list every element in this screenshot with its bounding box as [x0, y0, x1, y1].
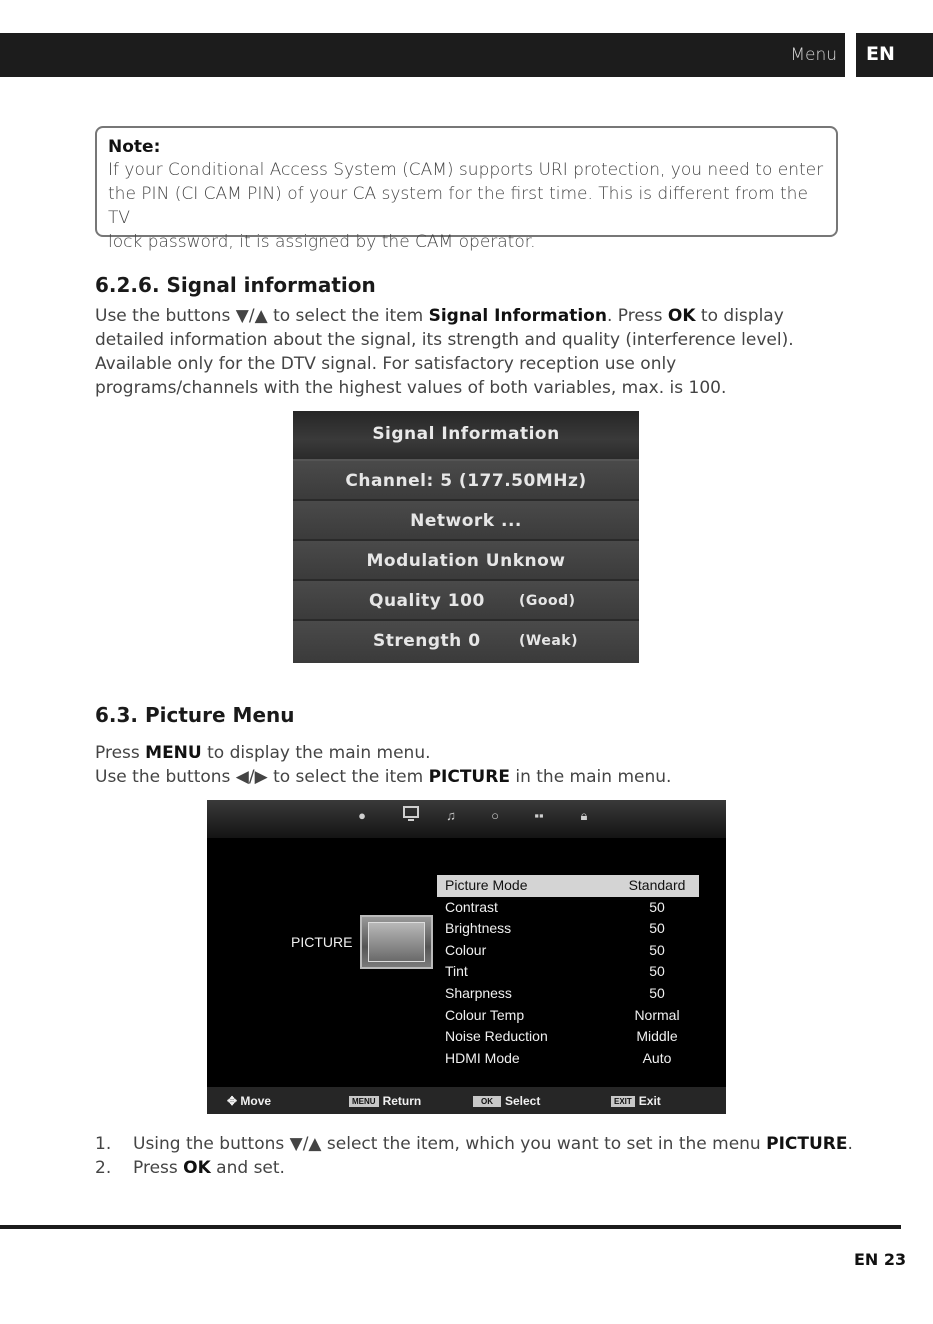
menu-item-value: Middle — [636, 1028, 678, 1045]
select-label: Select — [505, 1094, 541, 1108]
signal-strength-label: Strength 0 — [373, 631, 481, 651]
menu-item-label: Sharpness — [445, 984, 512, 1001]
music-icon: ♫ — [446, 808, 456, 823]
step-item — [95, 1156, 855, 1180]
signal-information-screenshot — [293, 411, 639, 663]
exit-key-icon: EXIT — [611, 1096, 635, 1107]
text: Press — [133, 1158, 184, 1178]
menu-item-value: Auto — [642, 1049, 672, 1066]
menu-item-label: Noise Reduction — [445, 1028, 548, 1045]
step-number: 2. — [95, 1158, 112, 1178]
menu-item-value: 50 — [649, 898, 665, 915]
menu-item-value: 50 — [649, 963, 665, 980]
picture-line-2 — [95, 765, 840, 789]
signal-paragraph — [95, 304, 840, 400]
text: in the main menu. — [509, 767, 672, 787]
tv-thumbnail-icon — [360, 915, 433, 969]
note-line: the PIN (CI CAM PIN) of your CA system for the first time. This is different from the TV — [108, 184, 808, 228]
signal-channel: Channel: 5 (177.50MHz) — [293, 461, 639, 501]
signal-quality-tag: (Good) — [519, 593, 576, 609]
picture-category-label: PICTURE — [291, 934, 353, 950]
menu-item-tint[interactable] — [437, 961, 699, 983]
exit-hint — [611, 1094, 661, 1108]
text: Press — [95, 743, 146, 763]
menu-item-hdmi-mode[interactable] — [437, 1048, 699, 1070]
menu-item-value: 50 — [649, 920, 665, 937]
menu-item-contrast[interactable] — [437, 897, 699, 919]
move-label: Move — [240, 1094, 272, 1108]
steps-list — [95, 1132, 855, 1180]
note-line: lock password, it is assigned by the CAM operator. — [108, 232, 536, 252]
menu-item-label: Tint — [445, 963, 468, 980]
text: to display the main menu. — [201, 743, 431, 763]
lock-icon: 🔒︎ — [580, 808, 588, 823]
return-label: Return — [382, 1094, 422, 1108]
header-menu-label: Menu — [790, 45, 837, 65]
exit-label: Exit — [638, 1094, 661, 1108]
bold-text: OK — [183, 1158, 211, 1178]
menu-item-brightness[interactable] — [437, 918, 699, 940]
picture-line-1 — [95, 741, 840, 765]
menu-item-label: Colour — [445, 941, 487, 958]
note-title: Note: — [108, 137, 161, 157]
menu-item-picture-mode[interactable] — [437, 875, 699, 897]
select-hint — [473, 1094, 540, 1108]
signal-modulation: Modulation Unknow — [293, 541, 639, 581]
signal-panel-title: Signal Information — [293, 411, 639, 461]
menu-item-label: Picture Mode — [445, 877, 528, 893]
picture-settings-list — [437, 875, 699, 1069]
menu-item-value: Normal — [634, 1006, 680, 1023]
note-box — [95, 126, 838, 252]
signal-quality-label: Quality 100 — [369, 591, 485, 611]
menu-item-value: Standard — [628, 877, 686, 893]
step-item — [95, 1132, 855, 1156]
monitor-icon — [401, 805, 421, 827]
bold-text: OK — [667, 306, 696, 326]
picture-menu-screenshot — [207, 800, 726, 1114]
signal-network: Network ... — [293, 501, 639, 541]
text: Use the buttons ◀/▶ to select the item — [95, 767, 429, 787]
section-heading-signal: 6.2.6. Signal information — [95, 273, 376, 297]
text: and set. — [210, 1158, 285, 1178]
menu-item-label: HDMI Mode — [445, 1049, 520, 1066]
menu-item-colour[interactable] — [437, 940, 699, 962]
return-hint — [349, 1094, 421, 1108]
bold-text: Signal Information — [428, 306, 607, 326]
menu-item-value: 50 — [649, 941, 665, 958]
text: Using the buttons ▼/▲ select the item, which you want to set in the menu — [133, 1134, 767, 1154]
text: . Press — [606, 306, 668, 326]
section-heading-picture: 6.3. Picture Menu — [95, 703, 295, 727]
menu-item-noise-reduction[interactable] — [437, 1026, 699, 1048]
menu-item-label: Contrast — [445, 898, 498, 915]
menu-item-colour-temp[interactable] — [437, 1005, 699, 1027]
signal-quality — [293, 581, 639, 621]
clock-icon: ○ — [491, 808, 499, 823]
language-tab: EN — [856, 33, 933, 77]
arrows-icon: ✥ — [227, 1094, 238, 1108]
menu-item-label: Colour Temp — [445, 1006, 525, 1023]
menu-key-icon: MENU — [349, 1096, 379, 1107]
footer-rule — [0, 1225, 901, 1229]
text: Use the buttons ▼/▲ to select the item — [95, 306, 429, 326]
page-number: EN 23 — [854, 1250, 907, 1269]
ok-key-icon: OK — [473, 1096, 501, 1107]
bold-text: MENU — [145, 743, 202, 763]
menu-icon-bar — [207, 800, 726, 838]
signal-strength-tag: (Weak) — [519, 633, 578, 649]
text: . — [847, 1134, 853, 1154]
text: to display detailed information about the signal, its strength and quality (interference level). Available only for the DTV signal. For satisfactory reception use only programs/channels with the highest values of both variables, max. is 100. — [95, 306, 794, 398]
bold-text: PICTURE — [766, 1134, 848, 1154]
move-hint — [227, 1094, 271, 1108]
settings-icon: ● — [358, 808, 366, 823]
options-icon: ▪▪ — [534, 808, 544, 823]
signal-strength — [293, 621, 639, 661]
menu-item-value: 50 — [649, 984, 665, 1001]
bold-text: PICTURE — [428, 767, 510, 787]
note-line: If your Conditional Access System (CAM) supports URI protection, you need to enter — [108, 160, 824, 180]
header-bar — [0, 33, 845, 77]
menu-item-sharpness[interactable] — [437, 983, 699, 1005]
step-number: 1. — [95, 1134, 112, 1154]
menu-hint-bar — [207, 1087, 726, 1114]
menu-item-label: Brightness — [445, 920, 512, 937]
